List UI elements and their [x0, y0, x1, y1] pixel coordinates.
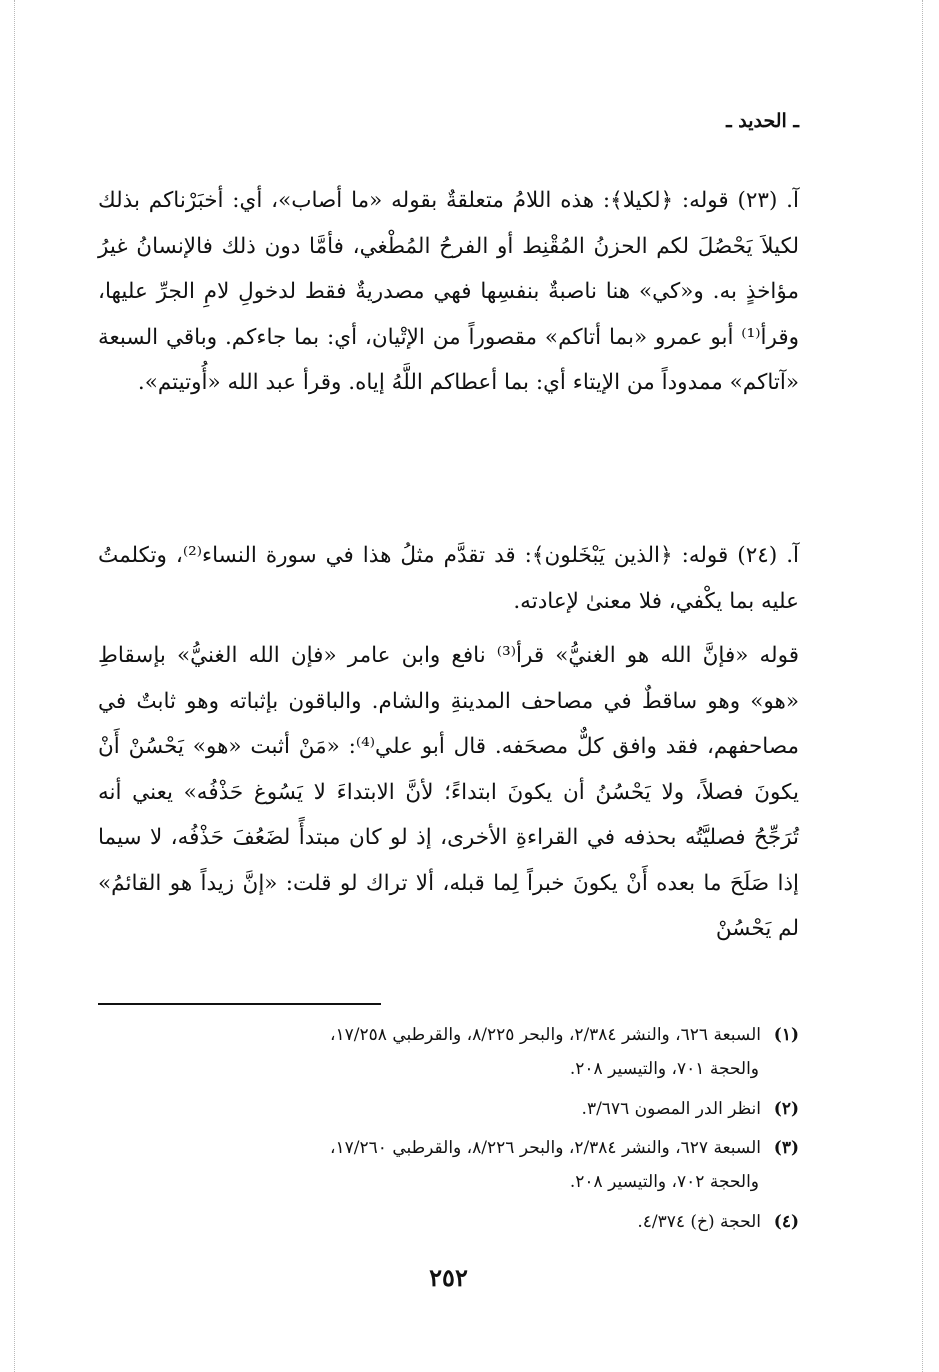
page-number: ٢٥٢	[429, 1263, 468, 1292]
footnote-text: انظر الدر المصون ٣/٦٧٦.	[581, 1099, 761, 1119]
footnote-separator	[98, 1003, 381, 1005]
footnote-number: (٣)	[773, 1138, 799, 1158]
scan-border-right	[922, 0, 923, 1372]
footnote-4	[98, 1205, 799, 1239]
document-page	[98, 0, 799, 1372]
footnote-number: (٢)	[773, 1099, 799, 1119]
footnote-text: السبعة ٦٢٧، والنشر ٢/٣٨٤، والبحر ٨/٢٢٦، والقرطبي ١٧/٢٦٠،	[330, 1138, 761, 1158]
paragraph-verse-24: آ. (٢٤) قوله: ﴿الذين يَبْخَلون﴾: قد تقدَّم مثلُ هذا في سورة النساء⁽²⁾، وتكلمتُ عليه بما يكْفي، فلا معنىٰ لإعادته.	[98, 543, 799, 614]
footnote-1	[98, 1018, 799, 1086]
scan-border-left	[14, 0, 15, 1372]
paragraph-commentary: قوله «فإنَّ الله هو الغنيُّ» قرأ⁽³⁾ نافع وابن عامر «فإن الله الغنيُّ» بإسقاطِ «هو» وهو ساقطٌ في مصاحف المدينةِ والشام. والباقون بإثباته وهو ثابتٌ في مصاحفهم، فقد وافق كلٌّ مصحَفه. قال أبو علي⁽⁴⁾: «مَنْ أثبت «هو» يَحْسُنْ أَنْ يكونَ فصلاً، ولا يَحْسُنُ أن يكونَ ابتداءً؛ لأنَّ الابتداءَ لا يَسُوغ حَذْفُه» يعني أنه تُرَجِّحُ فصليَّتُه بحذفه في القراءةِ الأخرى، إذ لو كان مبتدأً لضَعُفَ حَذْفُه، لا سيما إذا صَلَحَ ما بعده أَنْ يكونَ خبراً لِما قبله، ألا تراك لو قلت: «إنَّ زيداً هو القائمُ» لم يَحْسُنْ	[98, 643, 799, 941]
footnote-2	[98, 1092, 799, 1126]
footnote-text: والحجة ٧٠١، والتيسير ٢٠٨.	[569, 1059, 759, 1079]
footnote-3	[98, 1131, 799, 1199]
footnote-number: (١)	[773, 1025, 799, 1045]
running-header: ـ الحديد ـ	[726, 110, 799, 132]
paragraph-verse-23: آ. (٢٣) قوله: ﴿لكيلا﴾: هذه اللامُ متعلقةٌ بقوله «ما أصاب»، أي: أخبَرْناكم بذلك لكيلاَ يَحْصُلَ لكم الحزنُ المُقْنِط أو الفرحُ المُطْغي، فأمَّا دون ذلك فالإنسانُ غيرُ مؤاخذٍ به. و«كي» هنا ناصبةٌ بنفسِها فهي مصدريةٌ فقط لدخولِ لامِ الجرِّ عليها، وقرأ⁽¹⁾ أبو عمرو «بما أتاكم» مقصوراً من الإتْيان، أي: بما جاءكم. وباقي السبعة «آتاكم» ممدوداً من الإيتاء أي: بما أعطاكم اللَّهُ إياه. وقرأ عبد الله «أُوتيتم».	[98, 188, 799, 395]
footnote-text: الحجة (خ) ٤/٣٧٤.	[637, 1212, 761, 1232]
footnote-text: والحجة ٧٠٢، والتيسير ٢٠٨.	[569, 1172, 759, 1192]
footnote-text: السبعة ٦٢٦، والنشر ٢/٣٨٤، والبحر ٨/٢٢٥، والقرطبي ١٧/٢٥٨،	[330, 1025, 761, 1045]
footnote-number: (٤)	[773, 1212, 799, 1232]
